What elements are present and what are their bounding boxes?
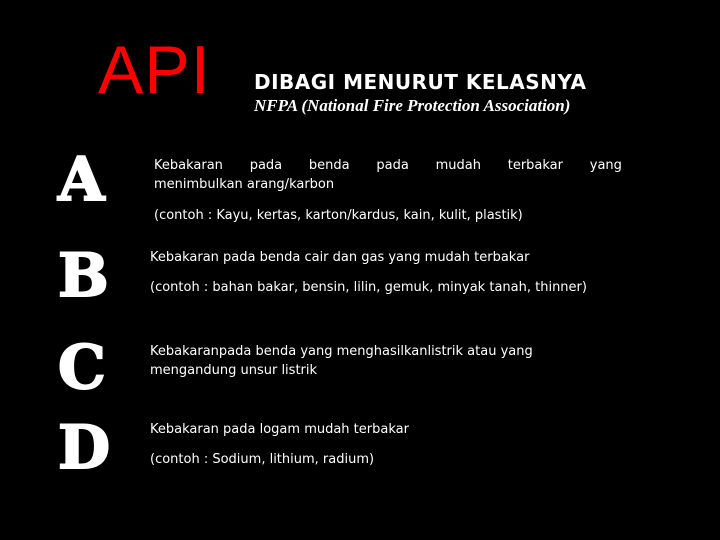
- class-a-word: benda: [308, 158, 350, 173]
- class-a-word: pada: [249, 158, 283, 173]
- class-d-description: Kebakaran pada logam mudah terbakar: [150, 422, 409, 437]
- class-b-letter: B: [58, 241, 109, 311]
- class-a-word: mudah: [435, 158, 481, 173]
- class-a-word: pada: [376, 158, 409, 173]
- organization-name: NFPA (National Fire Protection Association): [254, 96, 571, 115]
- class-c-description-line2: mengandung unsur listrik: [150, 363, 318, 378]
- class-a-description-line2: menimbulkan arang/karbon: [154, 177, 335, 192]
- class-a-letter: A: [58, 145, 105, 215]
- class-b-example: (contoh : bahan bakar, bensin, lilin, gemuk, minyak tanah, thinner): [150, 280, 587, 295]
- class-a-example: (contoh : Kayu, kertas, karton/kardus, kain, kulit, plastik): [154, 208, 523, 223]
- page-subtitle: DIBAGI MENURUT KELASNYA: [254, 70, 587, 94]
- class-a-description-line1: [154, 156, 622, 175]
- class-d-letter: D: [58, 413, 111, 483]
- class-c-description-line1: Kebakaranpada benda yang menghasilkanlistrik atau yang: [150, 344, 533, 359]
- class-d-example: (contoh : Sodium, lithium, radium): [150, 452, 375, 467]
- class-a-word: terbakar: [507, 158, 563, 173]
- class-b-description: Kebakaran pada benda cair dan gas yang mudah terbakar: [150, 250, 530, 265]
- page-title: API: [98, 32, 211, 108]
- class-a-word: yang: [589, 158, 622, 173]
- class-c-letter: C: [58, 333, 106, 403]
- class-a-word: Kebakaran: [154, 158, 223, 173]
